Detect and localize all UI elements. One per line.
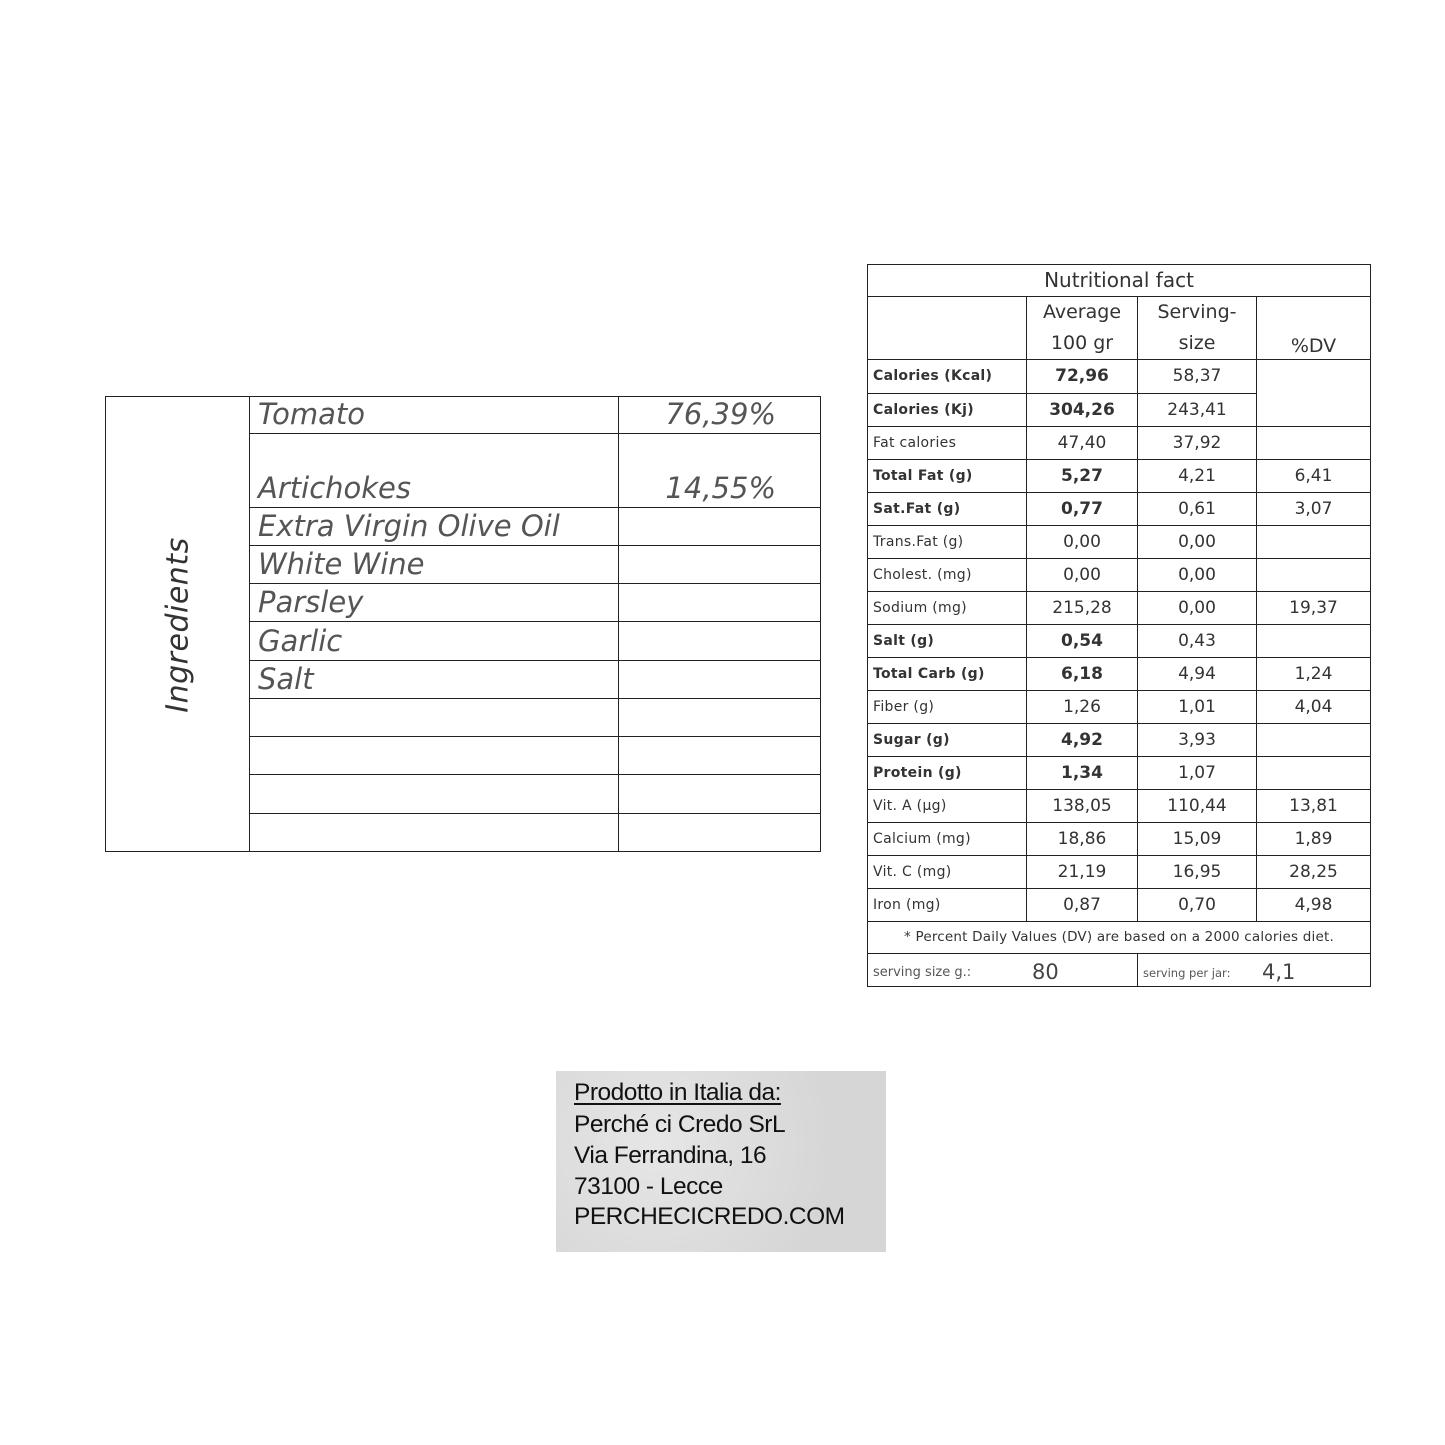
nutrient-label: Trans.Fat (g) [868, 525, 1027, 558]
nutrient-dv-value [1257, 756, 1371, 789]
nutrient-dv-value: 4,98 [1257, 888, 1371, 921]
serving-size-value: 80 [1032, 959, 1059, 984]
ingredient-row [250, 814, 820, 851]
ingredients-table [105, 396, 821, 852]
ingredient-row [250, 699, 820, 737]
producer-heading: Prodotto in Italia da: [574, 1079, 781, 1106]
ingredient-column-divider [618, 546, 619, 583]
nutrient-serving-value: 3,93 [1138, 723, 1257, 756]
ingredient-column-divider [618, 814, 619, 851]
nutrition-row [868, 426, 1371, 459]
nutrition-row [868, 756, 1371, 789]
nutrient-serving-value: 1,07 [1138, 756, 1257, 789]
header-dv: %DV [1257, 296, 1371, 359]
nutrient-serving-value: 0,43 [1138, 624, 1257, 657]
ingredient-name: Garlic [258, 624, 343, 658]
ingredient-name: Tomato [258, 397, 366, 431]
ingredients-title: Ingredients [160, 537, 196, 713]
nutrient-dv-value: 4,04 [1257, 690, 1371, 723]
ingredient-column-divider [618, 508, 619, 545]
nutrient-average-value: 72,96 [1027, 359, 1138, 393]
nutrient-serving-value: 1,01 [1138, 690, 1257, 723]
ingredient-row [250, 622, 820, 661]
ingredient-row [250, 434, 820, 508]
ingredient-column-divider [618, 584, 619, 621]
ingredient-row [250, 661, 820, 699]
ingredient-name: Artichokes [258, 471, 412, 505]
header-serving [1138, 296, 1257, 359]
header-average-line1: Average [1042, 300, 1122, 323]
nutrition-row [868, 591, 1371, 624]
ingredient-column-divider [618, 699, 619, 736]
header-serving-line1: Serving- [1157, 300, 1237, 323]
ingredient-percentage: 76,39% [665, 397, 776, 431]
producer-label [556, 1071, 886, 1252]
nutrient-label: Salt (g) [868, 624, 1027, 657]
nutrition-row [868, 888, 1371, 921]
nutrient-serving-value: 0,00 [1138, 525, 1257, 558]
ingredient-column-divider [618, 622, 619, 660]
nutrient-serving-value: 243,41 [1138, 393, 1257, 426]
ingredient-column-divider [618, 737, 619, 774]
nutrition-row [868, 789, 1371, 822]
nutrient-serving-value: 0,61 [1138, 492, 1257, 525]
nutrient-dv-value [1257, 558, 1371, 591]
serving-size-label: serving size g.: [873, 964, 972, 980]
nutrient-serving-value: 4,21 [1138, 459, 1257, 492]
nutrient-average-value: 21,19 [1027, 855, 1138, 888]
nutrient-dv-value [1257, 723, 1371, 756]
nutrition-row [868, 624, 1371, 657]
nutrient-average-value: 0,00 [1027, 525, 1138, 558]
ingredient-row [250, 546, 820, 584]
header-average [1027, 296, 1138, 359]
nutrient-dv-value: 1,24 [1257, 657, 1371, 690]
nutrient-label: Total Carb (g) [868, 657, 1027, 690]
nutrient-label: Vit. C (mg) [868, 855, 1027, 888]
nutrition-title: Nutritional fact [868, 265, 1371, 297]
nutrient-serving-value: 4,94 [1138, 657, 1257, 690]
nutrition-footnote-row [868, 921, 1371, 953]
nutrient-dv-value: 28,25 [1257, 855, 1371, 888]
serving-info-row [868, 953, 1371, 986]
nutrient-serving-value: 16,95 [1138, 855, 1257, 888]
nutrient-label: Fiber (g) [868, 690, 1027, 723]
nutrient-average-value: 0,54 [1027, 624, 1138, 657]
ingredient-name: White Wine [258, 547, 425, 581]
nutrient-label: Sugar (g) [868, 723, 1027, 756]
ingredient-name: Salt [258, 662, 314, 696]
nutrient-average-value: 0,00 [1027, 558, 1138, 591]
nutrition-header-blank [868, 296, 1027, 359]
nutrient-label: Protein (g) [868, 756, 1027, 789]
nutrition-row [868, 359, 1371, 393]
nutrition-row [868, 723, 1371, 756]
nutrient-average-value: 1,26 [1027, 690, 1138, 723]
ingredient-name: Parsley [258, 585, 364, 619]
nutrition-row [868, 822, 1371, 855]
ingredient-column-divider [618, 397, 619, 433]
serving-per-jar-label: serving per jar: [1143, 965, 1231, 980]
nutrient-serving-value: 0,00 [1138, 558, 1257, 591]
nutrient-dv-value [1257, 525, 1371, 558]
nutrient-dv-value: 6,41 [1257, 459, 1371, 492]
header-serving-line2: size [1178, 331, 1216, 354]
nutrient-average-value: 6,18 [1027, 657, 1138, 690]
ingredient-row [250, 584, 820, 622]
nutrient-average-value: 138,05 [1027, 789, 1138, 822]
nutrient-average-value: 0,87 [1027, 888, 1138, 921]
nutrient-label: Total Fat (g) [868, 459, 1027, 492]
nutrition-row [868, 525, 1371, 558]
nutrient-label: Sodium (mg) [868, 591, 1027, 624]
nutrient-serving-value: 0,70 [1138, 888, 1257, 921]
ingredient-column-divider [618, 434, 619, 507]
producer-city: 73100 - Lecce [574, 1173, 723, 1200]
ingredient-row [250, 397, 820, 434]
nutrient-average-value: 4,92 [1027, 723, 1138, 756]
nutrient-label: Cholest. (mg) [868, 558, 1027, 591]
producer-website: PERCHECICREDO.COM [574, 1203, 845, 1230]
nutrient-serving-value: 0,00 [1138, 591, 1257, 624]
nutrient-label: Sat.Fat (g) [868, 492, 1027, 525]
nutrition-footnote: * Percent Daily Values (DV) are based on a 2000 calories diet. [868, 921, 1371, 953]
nutrient-dv-value [1257, 426, 1371, 459]
nutrient-label: Fat calories [868, 426, 1027, 459]
nutrient-serving-value: 110,44 [1138, 789, 1257, 822]
nutrient-average-value: 0,77 [1027, 492, 1138, 525]
ingredient-name: Extra Virgin Olive Oil [258, 509, 560, 543]
nutrition-row [868, 690, 1371, 723]
producer-company: Perché ci Credo SrL [574, 1111, 786, 1138]
ingredient-column-divider [618, 661, 619, 698]
ingredient-row [250, 508, 820, 546]
nutrition-facts-table [867, 264, 1371, 987]
ingredients-side-column [106, 397, 250, 851]
nutrition-row [868, 492, 1371, 525]
serving-per-jar-cell [1138, 953, 1371, 986]
header-average-line2: 100 gr [1050, 331, 1114, 354]
nutrient-serving-value: 37,92 [1138, 426, 1257, 459]
producer-street: Via Ferrandina, 16 [574, 1142, 767, 1169]
nutrient-dv-value: 3,07 [1257, 492, 1371, 525]
nutrient-dv-value [1257, 359, 1371, 426]
nutrition-row [868, 855, 1371, 888]
nutrient-dv-value: 13,81 [1257, 789, 1371, 822]
ingredient-row [250, 775, 820, 814]
nutrition-row [868, 459, 1371, 492]
serving-per-jar-value: 4,1 [1262, 959, 1296, 984]
nutrient-serving-value: 58,37 [1138, 359, 1257, 393]
nutrient-average-value: 1,34 [1027, 756, 1138, 789]
nutrient-serving-value: 15,09 [1138, 822, 1257, 855]
nutrient-label: Calcium (mg) [868, 822, 1027, 855]
nutrition-row [868, 657, 1371, 690]
nutrient-dv-value [1257, 624, 1371, 657]
nutrient-average-value: 5,27 [1027, 459, 1138, 492]
nutrient-dv-value: 19,37 [1257, 591, 1371, 624]
nutrient-dv-value: 1,89 [1257, 822, 1371, 855]
nutrient-average-value: 304,26 [1027, 393, 1138, 426]
nutrient-average-value: 18,86 [1027, 822, 1138, 855]
nutrient-average-value: 215,28 [1027, 591, 1138, 624]
ingredient-row [250, 737, 820, 775]
serving-size-cell [868, 953, 1138, 986]
nutrient-average-value: 47,40 [1027, 426, 1138, 459]
ingredient-percentage: 14,55% [665, 471, 776, 505]
nutrition-row [868, 558, 1371, 591]
nutrient-label: Vit. A (µg) [868, 789, 1027, 822]
nutrient-label: Calories (Kj) [868, 393, 1027, 426]
nutrient-label: Iron (mg) [868, 888, 1027, 921]
nutrient-label: Calories (Kcal) [868, 359, 1027, 393]
ingredient-column-divider [618, 775, 619, 813]
